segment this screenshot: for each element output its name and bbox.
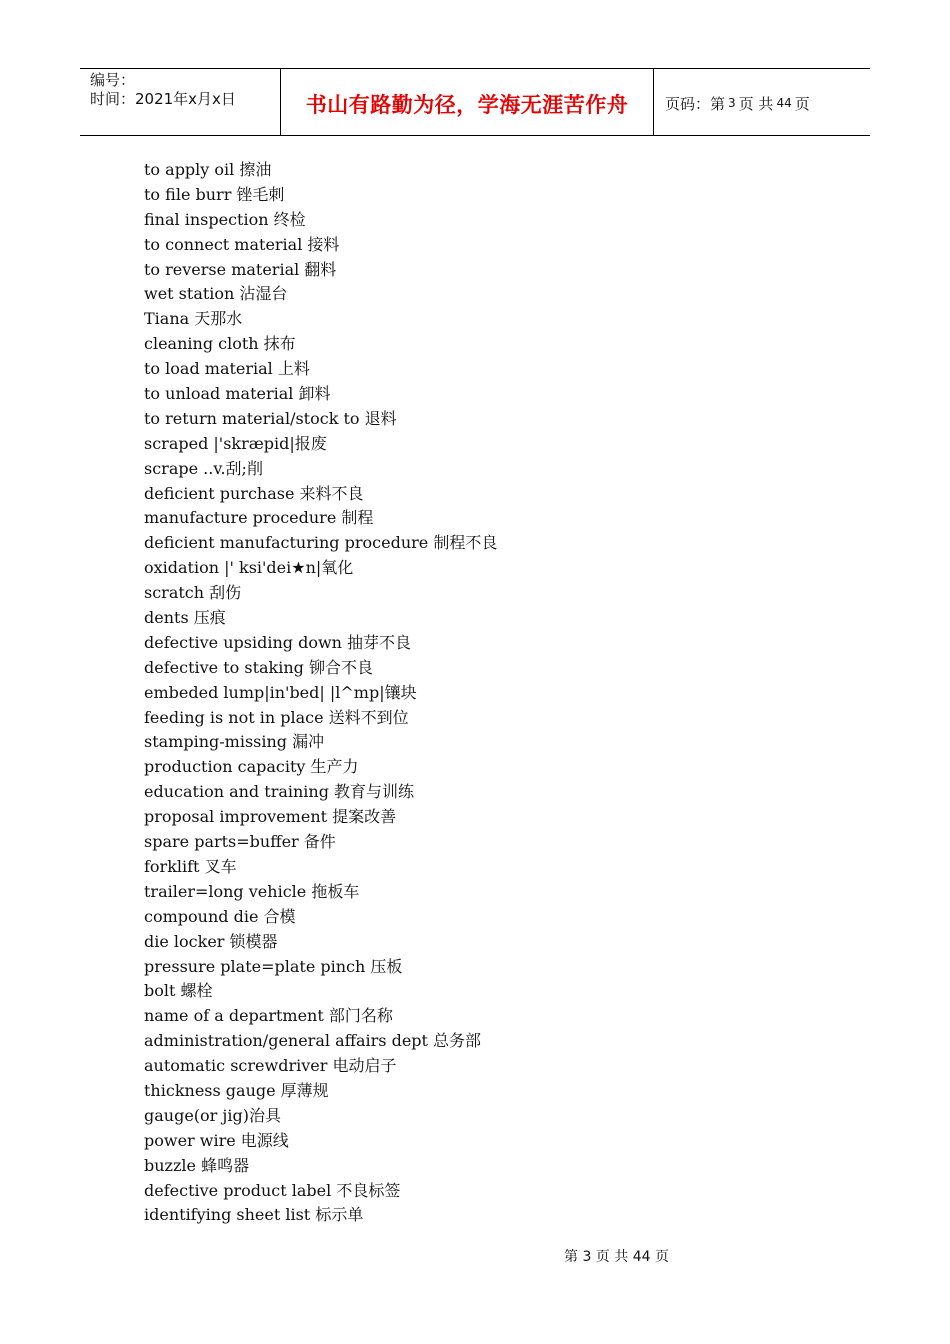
vocab-item: scratch 刮伤 [144, 583, 242, 603]
vocab-item: deficient purchase 来料不良 [144, 483, 364, 503]
vocab-item: proposal improvement 提案改善 [144, 807, 397, 827]
page-prefix: 页码：第 [665, 94, 726, 113]
page-total: 44 [776, 96, 792, 110]
vocab-item: stamping-missing 漏冲 [144, 732, 325, 752]
vocab-item: bolt 螺栓 [144, 981, 213, 1001]
page-suffix: 页 [794, 94, 810, 113]
vocab-item: scraped |'skræpid|报废 [144, 433, 327, 453]
vocab-item: defective to staking 铆合不良 [144, 657, 373, 677]
page-footer: 第 3 页 共 44 页 [564, 1249, 669, 1265]
vocab-item: defective product label 不良标签 [144, 1180, 401, 1200]
vocab-item: name of a department 部门名称 [144, 1006, 393, 1026]
vocab-item: gauge(or jig)治具 [144, 1105, 281, 1125]
vocab-item: to return material/stock to 退料 [144, 408, 397, 428]
vocab-item: dents 压痕 [144, 608, 226, 628]
vocab-item: identifying sheet list 标示单 [144, 1205, 364, 1225]
page-mid: 页 共 [738, 94, 774, 113]
vocab-item: thickness gauge 厚薄规 [144, 1080, 329, 1100]
number-label: 编号： [90, 71, 136, 89]
vocab-item: scrape ..v.刮;削 [144, 458, 263, 478]
header-page-number [654, 69, 870, 135]
vocab-item: feeding is not in place 送料不到位 [144, 707, 409, 727]
vocab-item: die locker 锁模器 [144, 931, 278, 951]
vocab-item: power wire 电源线 [144, 1130, 289, 1150]
vocab-item: wet station 沾湿台 [144, 284, 288, 304]
vocab-item: deficient manufacturing procedure 制程不良 [144, 533, 498, 553]
vocab-item: final inspection 终检 [144, 209, 306, 229]
vocab-item: oxidation |' ksi'dei★n|氧化 [144, 558, 354, 578]
vocab-item: trailer=long vehicle 拖板车 [144, 881, 360, 901]
vocab-item: to file burr 锉毛刺 [144, 184, 285, 204]
vocab-item: production capacity 生产力 [144, 757, 359, 777]
vocab-item: to unload material 卸料 [144, 384, 331, 404]
vocab-item: buzzle 蜂鸣器 [144, 1155, 250, 1175]
vocab-item: to apply oil 擦油 [144, 160, 272, 179]
page-current: 3 [728, 96, 736, 110]
vocab-item: Tiana 天那水 [144, 309, 243, 329]
time-label: 时间：2021年x月x日 [90, 90, 236, 108]
vocab-item: automatic screwdriver 电动启子 [144, 1056, 397, 1076]
vocab-item: embeded lump|in'bed| |l^mp|镶块 [144, 682, 417, 702]
vocabulary-list [144, 158, 497, 1228]
vocab-item: to connect material 接料 [144, 234, 340, 254]
vocab-item: education and training 教育与训练 [144, 782, 415, 802]
vocab-item: cleaning cloth 抹布 [144, 334, 296, 354]
vocab-item: forklift 叉车 [144, 856, 237, 876]
vocab-item: defective upsiding down 抽芽不良 [144, 632, 412, 652]
vocab-item: pressure plate=plate pinch 压板 [144, 956, 403, 976]
vocab-item: compound die 合模 [144, 906, 296, 926]
vocab-item: spare parts=buffer 备件 [144, 832, 336, 852]
vocab-item: administration/general affairs dept 总务部 [144, 1031, 482, 1051]
motto-text: 书山有路勤为径，学海无涯苦作舟 [305, 93, 629, 117]
vocab-item: to reverse material 翻料 [144, 259, 337, 279]
header-meta [80, 69, 281, 135]
vocab-item: manufacture procedure 制程 [144, 508, 374, 528]
vocab-item: to load material 上料 [144, 359, 310, 379]
page-header [80, 68, 870, 136]
header-motto [281, 69, 654, 135]
